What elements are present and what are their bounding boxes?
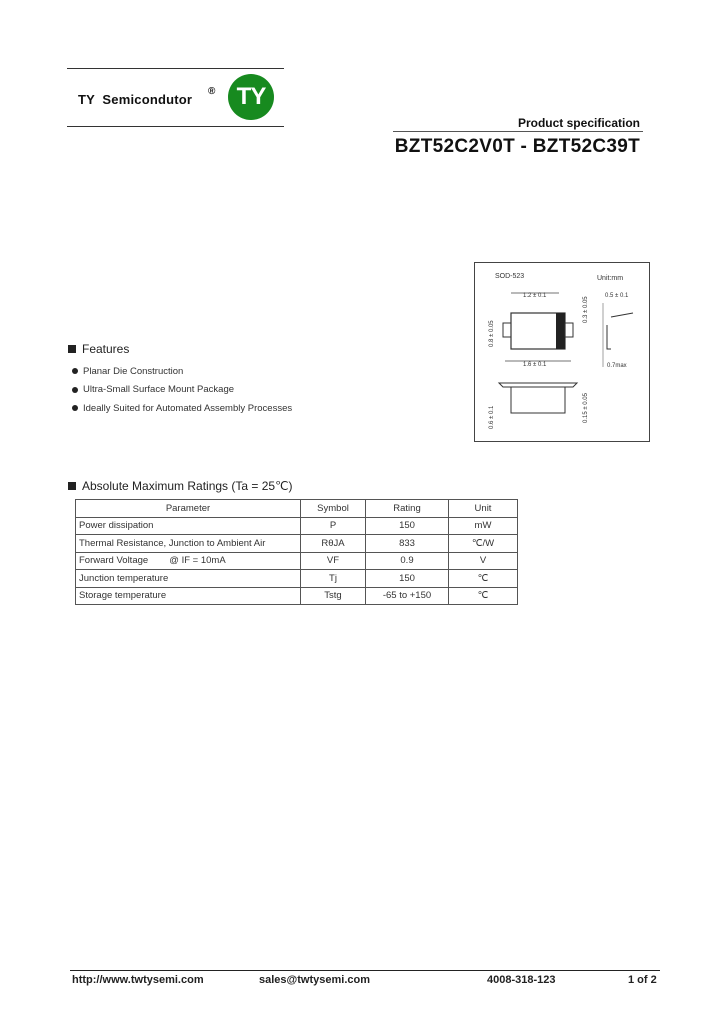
param-cell: Power dissipation bbox=[76, 517, 301, 535]
rating-cell: 150 bbox=[366, 517, 449, 535]
rating-cell: 150 bbox=[366, 570, 449, 588]
spec-rule bbox=[393, 131, 643, 132]
symbol-cell: VF bbox=[301, 552, 366, 570]
brand-name: TY Semicondutor bbox=[78, 92, 193, 107]
symbol-cell: RθJA bbox=[301, 535, 366, 553]
bullet-icon bbox=[72, 405, 78, 411]
table-row bbox=[76, 517, 518, 535]
dim-thick: 0.6 ± 0.1 bbox=[489, 405, 495, 429]
part-number-title: BZT52C2V0T - BZT52C39T bbox=[394, 136, 640, 157]
cathode-band bbox=[556, 313, 565, 349]
package-name: SOD-523 bbox=[495, 273, 525, 280]
rating-cell: -65 to +150 bbox=[366, 587, 449, 605]
page-number: 1 of 2 bbox=[628, 974, 657, 986]
dim-height: 0.8 ± 0.05 bbox=[489, 320, 495, 347]
feature-text: Planar Die Construction bbox=[83, 365, 184, 377]
registered-mark: ® bbox=[208, 86, 216, 97]
param-cell: Storage temperature bbox=[76, 587, 301, 605]
unit-cell: ℃ bbox=[449, 587, 518, 605]
footer-rule bbox=[70, 970, 660, 971]
features-title: Features bbox=[82, 342, 130, 356]
unit-cell: mW bbox=[449, 517, 518, 535]
features-heading bbox=[68, 342, 129, 356]
list-item bbox=[72, 362, 292, 381]
ratings-table bbox=[75, 499, 518, 605]
footer-email-link[interactable]: sales@twtysemi.com bbox=[259, 974, 370, 986]
symbol-cell: Tstg bbox=[301, 587, 366, 605]
table-row bbox=[76, 552, 518, 570]
table-row bbox=[76, 535, 518, 553]
features-list bbox=[72, 362, 292, 418]
rating-cell: 0.9 bbox=[366, 552, 449, 570]
logo-text: TY bbox=[236, 83, 266, 110]
table-row bbox=[76, 587, 518, 605]
feature-text: Ultra-Small Surface Mount Package bbox=[83, 384, 235, 396]
symbol-cell: Tj bbox=[301, 570, 366, 588]
product-specification: Product specification bbox=[517, 116, 640, 130]
dim-length: 1.2 ± 0.1 bbox=[523, 293, 547, 299]
feature-text: Ideally Suited for Automated Assembly Processes bbox=[83, 402, 293, 414]
dim-max: 0.7max bbox=[607, 363, 627, 369]
dim-thick2: 0.15 ± 0.05 bbox=[583, 393, 589, 423]
footer-website-link[interactable]: http://www.twtysemi.com bbox=[72, 974, 204, 986]
table-header-row bbox=[76, 500, 518, 518]
square-bullet-icon bbox=[68, 482, 76, 490]
unit-label: Unit:mm bbox=[597, 275, 624, 282]
param-cell: Forward Voltage @ IF = 10mA bbox=[76, 552, 301, 570]
param-cell: Thermal Resistance, Junction to Ambient Air bbox=[76, 535, 301, 553]
dim-lead: 0.5 ± 0.1 bbox=[605, 293, 629, 299]
dim-width: 0.3 ± 0.05 bbox=[583, 296, 589, 323]
header-cell: Rating bbox=[366, 500, 449, 518]
ty-logo bbox=[228, 74, 274, 120]
header-cell: Symbol bbox=[301, 500, 366, 518]
list-item bbox=[72, 381, 292, 400]
header-top-rule bbox=[67, 68, 284, 69]
bullet-icon bbox=[72, 368, 78, 374]
ratings-heading bbox=[68, 479, 293, 493]
list-item bbox=[72, 399, 292, 418]
package-outline-svg bbox=[475, 263, 649, 441]
header-bottom-rule bbox=[67, 126, 284, 127]
footer-phone: 4008-318-123 bbox=[487, 974, 556, 986]
ratings-title: Absolute Maximum Ratings (Ta = 25℃) bbox=[82, 479, 293, 493]
symbol-cell: P bbox=[301, 517, 366, 535]
dim-body: 1.6 ± 0.1 bbox=[523, 362, 547, 368]
param-cell: Junction temperature bbox=[76, 570, 301, 588]
unit-cell: ℃/W bbox=[449, 535, 518, 553]
unit-cell: V bbox=[449, 552, 518, 570]
header-cell: Parameter bbox=[76, 500, 301, 518]
table-row bbox=[76, 570, 518, 588]
package-drawing bbox=[474, 262, 650, 442]
rating-cell: 833 bbox=[366, 535, 449, 553]
square-bullet-icon bbox=[68, 345, 76, 353]
header-cell: Unit bbox=[449, 500, 518, 518]
bullet-icon bbox=[72, 387, 78, 393]
unit-cell: ℃ bbox=[449, 570, 518, 588]
